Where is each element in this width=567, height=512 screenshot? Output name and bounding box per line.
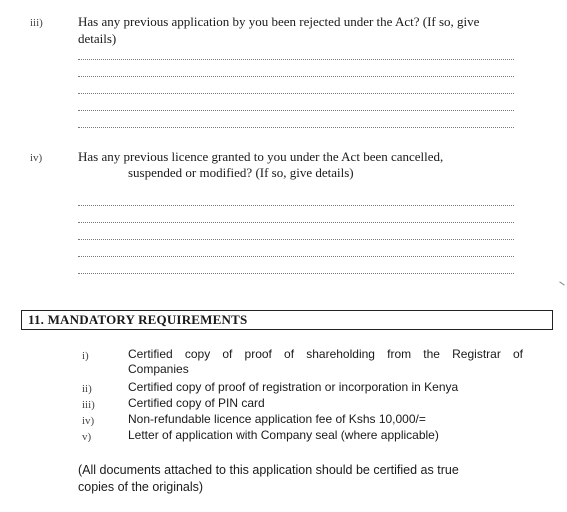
requirement-2-text: Certified copy of proof of registration or incorporation in Kenya: [128, 380, 459, 394]
answer-line-iii-3[interactable]: [78, 93, 514, 94]
requirement-1-text-line1: Certified copy of proof of shareholding from the Registrar of: [128, 347, 523, 361]
question-iii-text-line2: details): [78, 31, 117, 46]
answer-line-iii-5[interactable]: [78, 127, 514, 128]
answer-line-iv-2[interactable]: [78, 222, 514, 223]
answer-line-iv-4[interactable]: [78, 256, 514, 257]
section-11-header: [21, 310, 553, 330]
section-11-title: 11. MANDATORY REQUIREMENTS: [28, 312, 248, 327]
answer-line-iv-5[interactable]: [78, 273, 514, 274]
requirement-4-text: Non-refundable licence application fee of Kshs 10,000/=: [128, 412, 426, 426]
answer-line-iii-4[interactable]: [78, 110, 514, 111]
answer-line-iv-3[interactable]: [78, 239, 514, 240]
requirement-2-number: ii): [82, 383, 92, 395]
answer-line-iii-2[interactable]: [78, 76, 514, 77]
question-iv-text-line2: suspended or modified? (If so, give details): [128, 165, 354, 180]
answer-line-iii-1[interactable]: [78, 59, 514, 60]
requirement-1-number: i): [82, 350, 89, 362]
question-iv-number: iv): [30, 152, 43, 164]
scan-mark: [559, 281, 564, 285]
certification-note-line2: copies of the originals): [78, 480, 204, 494]
requirement-5-number: v): [82, 431, 92, 443]
question-iv-text-line1: Has any previous licence granted to you under the Act been cancelled,: [78, 149, 444, 164]
certification-note-line1: (All documents attached to this application should be certified as true: [78, 463, 459, 477]
certification-note: [78, 462, 518, 496]
requirement-1-text-line2: Companies: [128, 362, 189, 376]
requirement-4-number: iv): [82, 415, 95, 427]
requirement-5-text: Letter of application with Company seal (where applicable): [128, 428, 439, 442]
requirement-3-text: Certified copy of PIN card: [128, 396, 265, 410]
requirement-3-number: iii): [82, 399, 95, 411]
question-iii-text-line1: Has any previous application by you been rejected under the Act? (If so, give: [78, 14, 480, 29]
answer-line-iv-1[interactable]: [78, 205, 514, 206]
question-iii-number: iii): [30, 17, 43, 29]
